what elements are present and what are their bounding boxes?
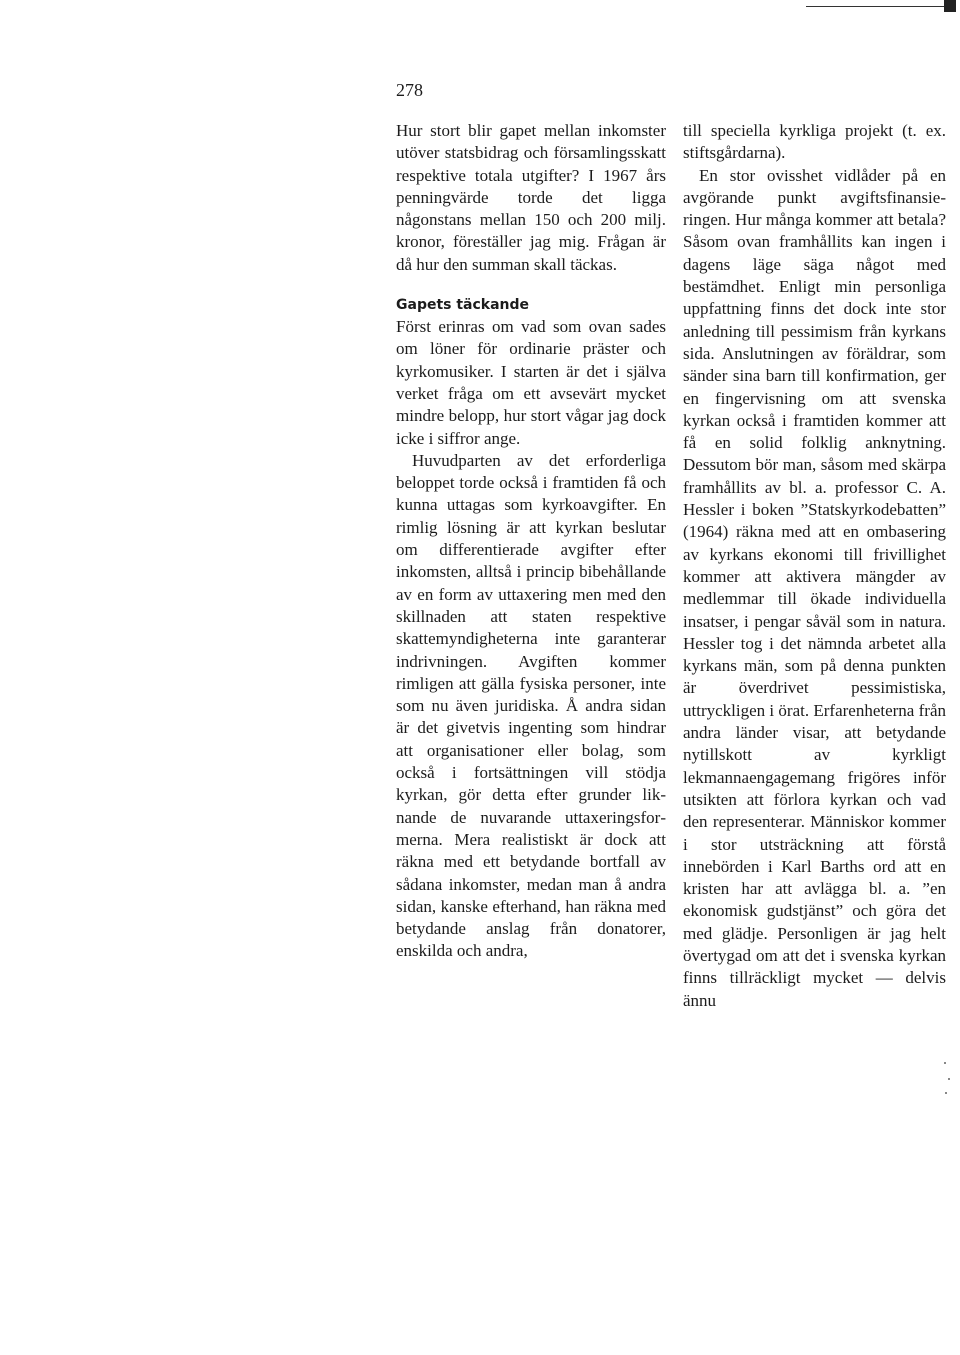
scan-speck <box>944 1062 946 1064</box>
right-paragraph-1: till speciella kyrkliga projekt (t. ex. stiftsgårdarna). <box>683 121 946 163</box>
left-paragraph-3: Huvudparten av det erforderliga beloppet torde också i framtiden få och kunna uttagas som kyrkoavgifter. En rimlig lösning är att kyrkan beslutar om differentierade avgifter efter inkomsten, alltså i princip bibehållande av en form av uttaxering men med den skillnaden att staten respektive skattemyndigheterna inte garanterar indrivningen. Avgiften kommer rimligen att gälla fysiska personer, inte som nu även juridiska. Å andra sidan är det givetvis ingenting som hindrar att organisationer eller bolag, som också i fortsättningen vill stödja kyrkan, gör detta efter grunder liknande de nuvarande uttaxeringsformerna. Mera realistiskt är dock att räkna med ett betydande bortfall av sådana inkomster, medan man å andra sidan, kanske efterhand, han räkna med betydande anslag från donatorer, enskilda och andra, <box>396 450 666 961</box>
scan-corner-mark <box>944 0 956 12</box>
scan-speck <box>945 1092 947 1094</box>
scan-top-rule <box>806 6 946 7</box>
right-paragraph-2: En stor ovisshet vidlåder på en avgörande punkt avgiftsfinansieringen. Hur många kommer att betala? Såsom ovan framhållits kan ingen i dagens läge säga något med bestämdhet. Enligt min personliga uppfattning finns det dock inte stor anledning till pessimism från kyrkans sida. Anslutningen av föräldrar, som sänder sina barn till konfirmation, ger en fingervisning om att svenska kyrkan också i framtiden kommer att få en solid folklig anknytning. Dessutom bör man, såsom med skärpa framhållits av bl. a. professor C. A. Hessler i boken ”Statskyrkodebatten” (1964) räkna med att en ombasering av kyrkans ekonomi till frivillighet kommer att aktivera mängder av medlemmar till ökade individuella insatser, i pengar såväl som in natura. Hessler tog i det nämnda arbetet alla kyrkans män, som på denna punkten är överdrivet pessimistiska, uttryckligen i örat. Erfarenheterna från andra länder visar, att betydande nytillskott av kyrkligt lekmannaengagemang frigöres inför utsikten att förlora kyrkan och vad den representerar. Människor kommer i stor utsträckning att förstå innebörden i Karl Barths ord att en kristen har att avlägga bl. a. ”en ekonomisk gudstjänst” och göra det med glädje. Personligen är jag helt övertygad om att det i svenska kyrkan finns tillräckligt mycket — delvis ännu <box>683 165 946 1010</box>
page-number: 278 <box>396 80 423 100</box>
left-column <box>396 120 666 963</box>
scan-speck <box>948 1078 950 1080</box>
left-paragraph-2: Först erinras om vad som ovan sades om löner för ordinarie präster och kyrkomusiker. I starten är det i själva verket fråga om ett avsevärt mycket mindre belopp, hur stort vågar jag dock icke i siffror ange. <box>396 317 666 448</box>
left-paragraph-1: Hur stort blir gapet mellan inkomster utöver statsbidrag och församlingsskatt respektive totala utgifter? I 1967 års penningvärde torde det ligga någonstans mellan 150 och 200 milj. kronor, föreställer jag mig. Frågan är då hur den summan skall täckas. <box>396 121 666 274</box>
section-heading: Gapets täckande <box>396 297 530 314</box>
right-column <box>683 120 946 1012</box>
